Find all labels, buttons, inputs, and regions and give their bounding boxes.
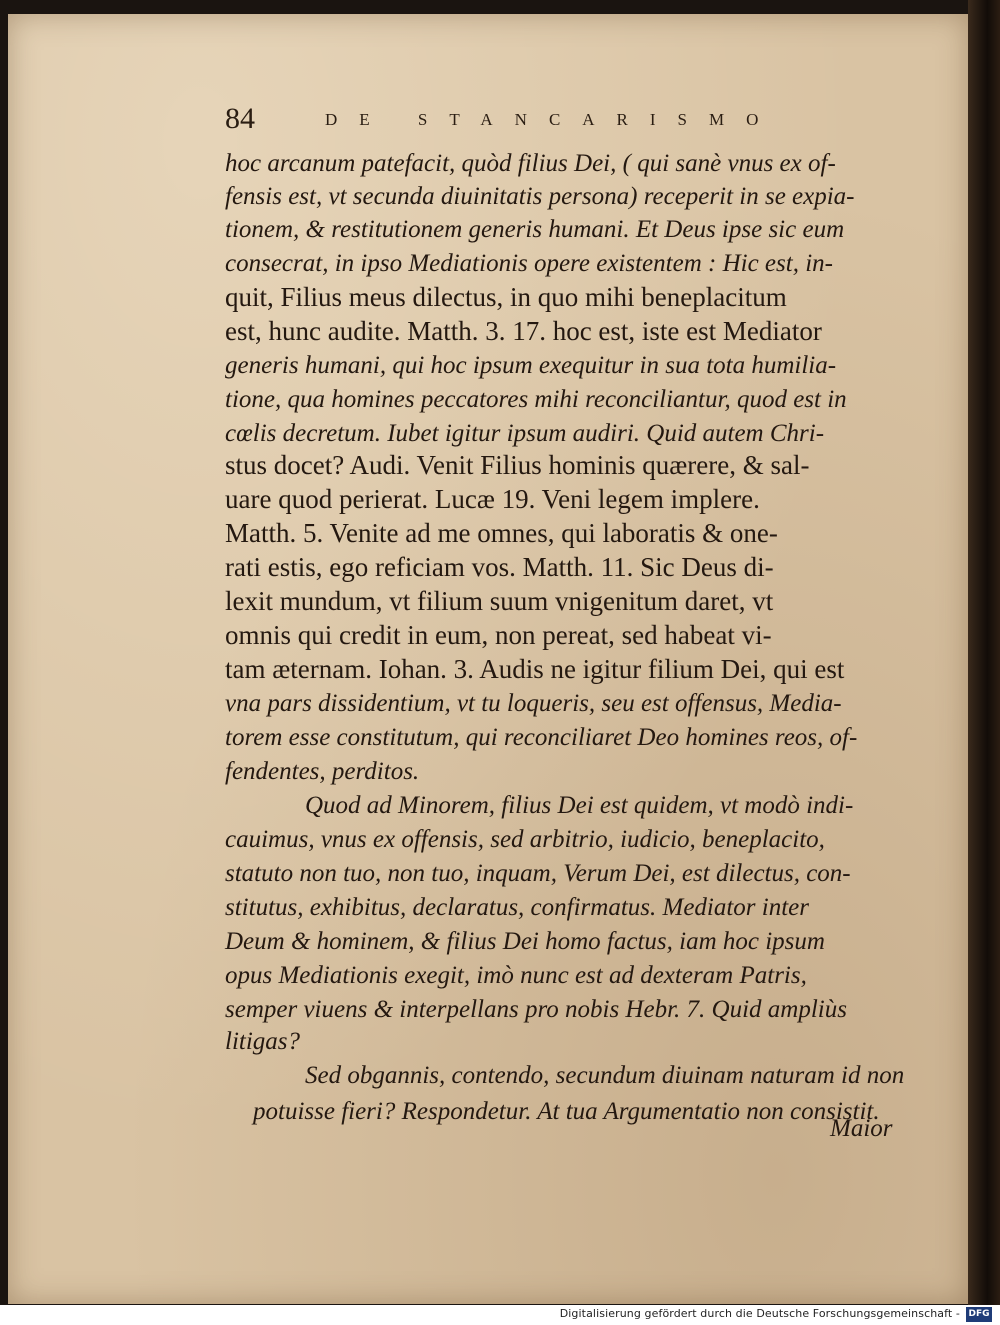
text-line: tione, qua homines peccatores mihi reconciliantur, quod est in xyxy=(225,386,847,413)
funding-credit: Digitalisierung gefördert durch die Deutsche Forschungsgemeinschaft - xyxy=(559,1307,960,1320)
text-line: generis humani, qui hoc ipsum exequitur in sua tota humilia- xyxy=(225,352,837,379)
text-line: uare quod perierat. Lucæ 19. Veni legem implere. xyxy=(225,484,760,514)
text-line: lexit mundum, vt filium suum vnigenitum daret, vt xyxy=(225,586,774,616)
text-line: Matth. 5. Venite ad me omnes, qui laboratis & one- xyxy=(225,518,778,548)
book-spine xyxy=(968,0,1000,1310)
text-line: tam æternam. Iohan. 3. Audis ne igitur filium Dei, qui est xyxy=(225,654,845,684)
running-title: DE STANCARISMO xyxy=(325,110,781,129)
text-line: cauimus, vnus ex offensis, sed arbitrio, iudicio, beneplacito, xyxy=(225,826,825,853)
text-line: Deum & hominem, & filius Dei homo factus, iam hoc ipsum xyxy=(225,928,825,955)
text-line: quit, Filius meus dilectus, in quo mihi beneplacitum xyxy=(225,282,787,312)
page-header xyxy=(225,102,925,142)
text-line: fensis est, vt secunda diuinitatis persona) receperit in se expia- xyxy=(225,183,855,210)
text-line: consecrat, in ipso Mediationis opere existentem : Hic est, in- xyxy=(225,250,833,277)
text-line: cœlis decretum. Iubet igitur ipsum audiri. Quid autem Chri- xyxy=(225,420,825,447)
text-line: potuisse fieri? Respondetur. At tua Argumentatio non consistit. xyxy=(253,1098,880,1125)
text-line: semper viuens & interpellans pro nobis Hebr. 7. Quid ampliùs xyxy=(225,996,847,1023)
footer-bar xyxy=(0,1305,1000,1325)
text-line: omnis qui credit in eum, non pereat, sed habeat vi- xyxy=(225,620,772,650)
page-number: 84 xyxy=(225,102,255,135)
text-line: opus Mediationis exegit, imò nunc est ad dexteram Patris, xyxy=(225,962,807,989)
text-line: est, hunc audite. Matth. 3. 17. hoc est, iste est Mediator xyxy=(225,316,822,346)
text-line: stus docet? Audi. Venit Filius hominis quærere, & sal- xyxy=(225,450,810,480)
text-line: vna pars dissidentium, vt tu loqueris, seu est offensus, Media- xyxy=(225,690,842,717)
text-line: torem esse constitutum, qui reconciliaret Deo homines reos, of- xyxy=(225,724,858,751)
text-line: litigas? xyxy=(225,1028,301,1055)
catchword: Maior xyxy=(830,1115,893,1142)
text-line: rati estis, ego reficiam vos. Matth. 11. Sic Deus di- xyxy=(225,552,774,582)
text-line: stitutus, exhibitus, declaratus, confirmatus. Mediator inter xyxy=(225,894,809,921)
dfg-logo: DFG xyxy=(966,1307,992,1322)
text-line: hoc arcanum patefacit, quòd filius Dei, ( qui sanè vnus ex of- xyxy=(225,150,836,177)
text-line: Sed obgannis, contendo, secundum diuinam naturam id non xyxy=(305,1062,905,1089)
text-line: tionem, & restitutionem generis humani. Et Deus ipse sic eum xyxy=(225,216,845,243)
text-line: Quod ad Minorem, filius Dei est quidem, vt modò indi- xyxy=(305,792,854,819)
text-line: statuto non tuo, non tuo, inquam, Verum Dei, est dilectus, con- xyxy=(225,860,851,887)
text-line: fendentes, perditos. xyxy=(225,758,420,785)
